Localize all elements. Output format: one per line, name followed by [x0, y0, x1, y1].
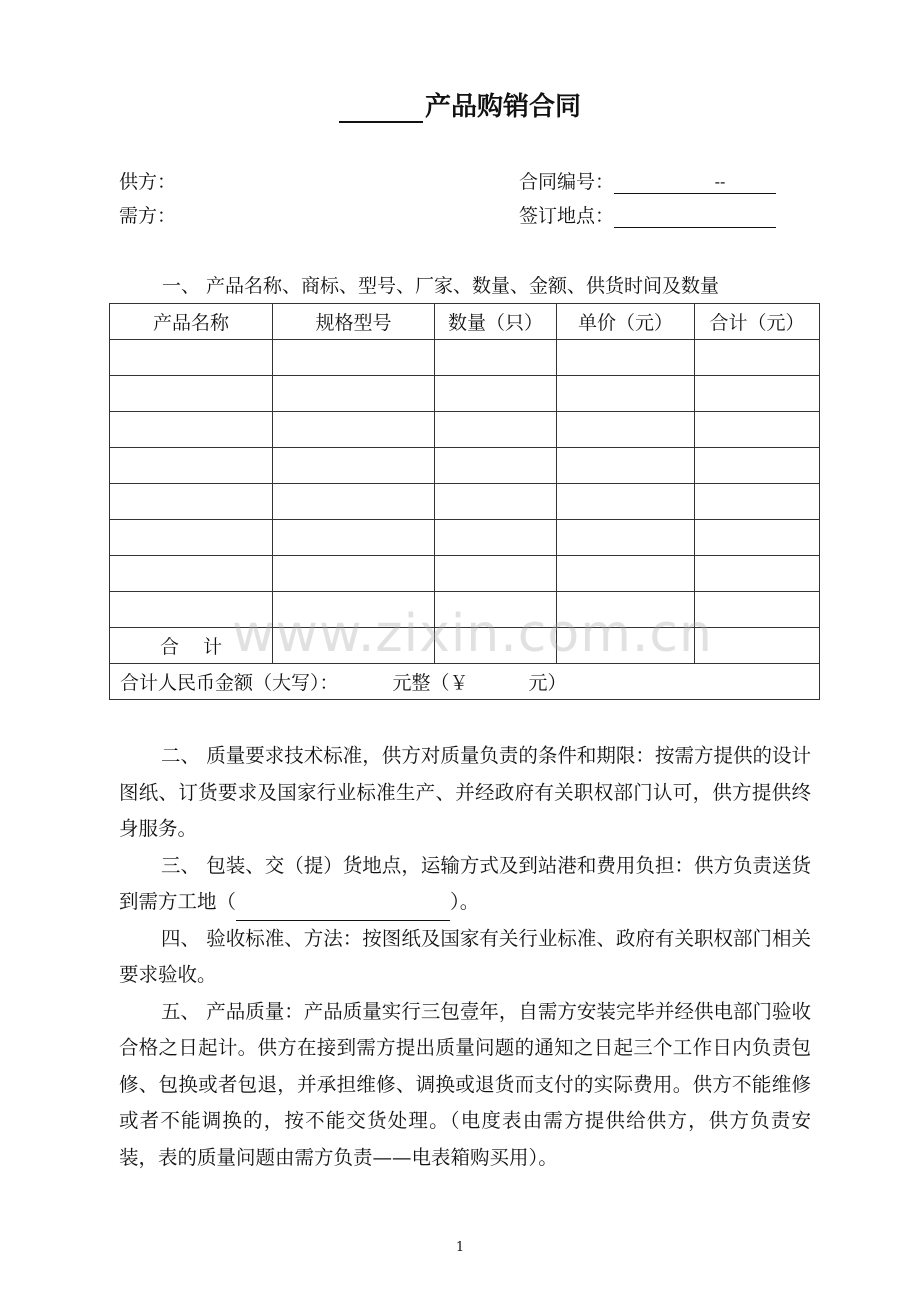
section-1-heading: 一、 产品名称、商标、型号、厂家、数量、金额、供货时间及数量 — [162, 275, 720, 297]
clause-5: 五、 产品质量：产品质量实行三包壹年，自需方安装完毕并经供电部门验收合格之日起计。供方在接到需方提出质量问题的通知之日起三个工作日内负责包修、包换或者包退，并承担维修、调换或退货而支付的实际费用。供方不能维修或者不能调换的，按不能交货处理。（电度表由需方提供给供方，供方负责安装，表的质量问题由需方负责——电表箱购买用）。 — [119, 999, 811, 1169]
contract-title — [0, 86, 920, 123]
contract-clauses — [119, 738, 811, 1176]
table-row — [110, 484, 820, 520]
header-unit-price: 单价（元） — [557, 304, 695, 340]
contract-no-value: -- — [714, 172, 726, 191]
total-row — [110, 628, 820, 664]
sign-place-blank — [614, 207, 776, 228]
table-row — [110, 448, 820, 484]
contract-no-label: 合同编号： — [519, 171, 615, 193]
sign-place-label: 签订地点： — [519, 205, 615, 227]
supplier-label: 供方： — [119, 171, 177, 193]
sum-suffix: 元） — [528, 672, 567, 694]
table-row — [110, 520, 820, 556]
delivery-site-blank — [236, 898, 450, 921]
header-spec-model: 规格型号 — [273, 304, 435, 340]
table-header-row — [110, 304, 820, 340]
page-number: 1 — [455, 1240, 465, 1255]
clause-3-end: ）。 — [450, 890, 480, 913]
product-table — [109, 303, 820, 700]
table-row — [110, 412, 820, 448]
table-row — [110, 376, 820, 412]
supplier-field — [119, 170, 176, 194]
clause-3 — [119, 848, 811, 921]
table-row — [110, 556, 820, 592]
total-label: 合 计 — [110, 628, 273, 664]
clause-2: 二、 质量要求技术标准，供方对质量负责的条件和期限：按需方提供的设计图纸、订货要求及国家行业标准生产、并经政府有关职权部门认可，供方提供终身服务。 — [119, 744, 811, 840]
clause-3-text: 三、 包装、交（提）货地点，运输方式及到站港和费用负担：供方负责送货到需方工地（ — [119, 853, 811, 913]
buyer-label: 需方： — [119, 205, 177, 227]
sum-amount-row — [110, 664, 820, 700]
sign-place-field — [519, 204, 776, 228]
header-quantity: 数量（只） — [435, 304, 557, 340]
buyer-field — [119, 204, 176, 228]
table-row — [110, 592, 820, 628]
header-total: 合计（元） — [695, 304, 820, 340]
sum-prefix: 合计人民币金额（大写）： — [120, 672, 339, 694]
contract-no-blank — [614, 173, 776, 194]
title-blank-line — [339, 91, 423, 123]
clause-4: 四、 验收标准、方法：按图纸及国家有关行业标准、政府有关职权部门相关要求验收。 — [119, 926, 811, 986]
title-text: 产品购销合同 — [424, 92, 581, 122]
table-row — [110, 340, 820, 376]
header-product-name: 产品名称 — [110, 304, 273, 340]
contract-no-field — [519, 170, 776, 194]
watermark: www.zixin.com.cn — [232, 604, 713, 664]
sum-amount-cell — [110, 664, 820, 700]
sum-mid: 元整（￥ — [392, 672, 469, 694]
